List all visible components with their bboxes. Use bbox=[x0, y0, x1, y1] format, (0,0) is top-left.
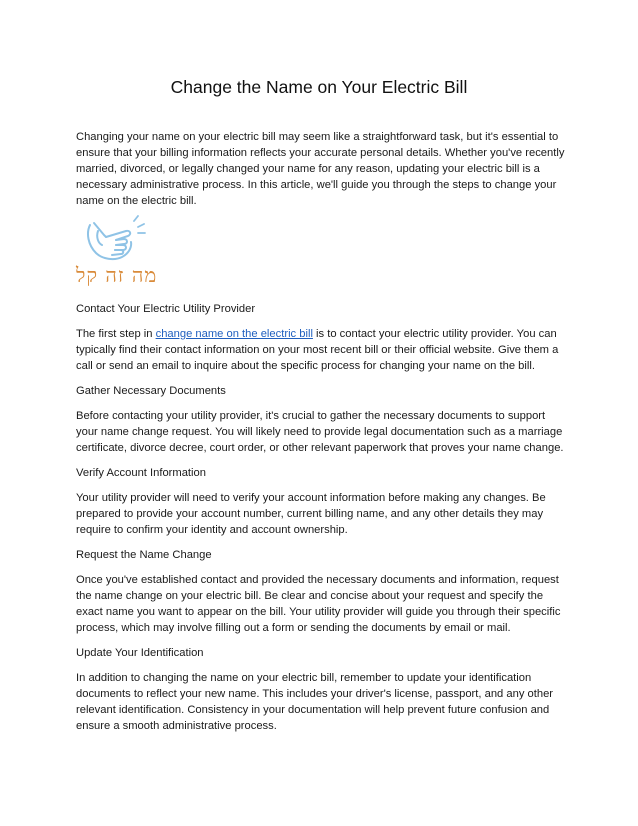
section-heading-contact: Contact Your Electric Utility Provider bbox=[76, 303, 256, 315]
logo-text: מה זה קל bbox=[76, 263, 158, 287]
page-title: Change the Name on Your Electric Bill bbox=[170, 77, 468, 97]
section-body-request: Once you've established contact and provided the necessary documents and information, request the name change on your electric bill. Be clear and concise about your request and specify the exact name you want to appear on the bill. Your utility provider will guide you through their specific process, which may involve filling out a form or sending the documents by email or mail. bbox=[76, 574, 561, 634]
section-body-verify: Your utility provider will need to verify your account information before making any changes. Be prepared to provide your account number, current billing name, and any other details they may require to confirm your identity and account ownership. bbox=[76, 492, 546, 536]
contact-text-before-link: The first step in bbox=[76, 328, 156, 340]
section-heading-documents: Gather Necessary Documents bbox=[76, 385, 226, 397]
intro-paragraph: Changing your name on your electric bill may seem like a straightforward task, but it's essential to ensure that your billing information reflects your accurate personal details. Whether you've recently married, divorced, or legally changed your name for any reason, updating your electric bill is a necessary administrative process. In this article, we'll guide you through the steps to change your name on the electric bill. bbox=[76, 131, 565, 207]
section-heading-identification: Update Your Identification bbox=[76, 647, 204, 659]
section-body-contact bbox=[76, 326, 566, 374]
contact-text-after-link: is to contact your electric utility provider. You can typically find their contact information on your most recent bill or their official website. Give them a call or send an email to inquire about the specific process for changing your name on the bill. bbox=[76, 328, 559, 372]
site-logo bbox=[76, 215, 158, 291]
section-heading-verify: Verify Account Information bbox=[76, 467, 206, 479]
article-body bbox=[76, 129, 566, 743]
section-body-identification: In addition to changing the name on your electric bill, remember to update your identification documents to reflect your new name. This includes your driver's license, passport, and any other relevant identification. Consistency in your documentation will help prevent future confusion and ensure a smooth administrative process. bbox=[76, 672, 554, 732]
section-body-documents: Before contacting your utility provider, it's crucial to gather the necessary documents to support your name change request. You will likely need to provide legal documentation such as a marriage certificate, divorce decree, court order, or other relevant paperwork that proves your name change. bbox=[76, 410, 564, 454]
change-name-link[interactable]: change name on the electric bill bbox=[155, 328, 313, 340]
section-heading-request: Request the Name Change bbox=[76, 549, 212, 561]
